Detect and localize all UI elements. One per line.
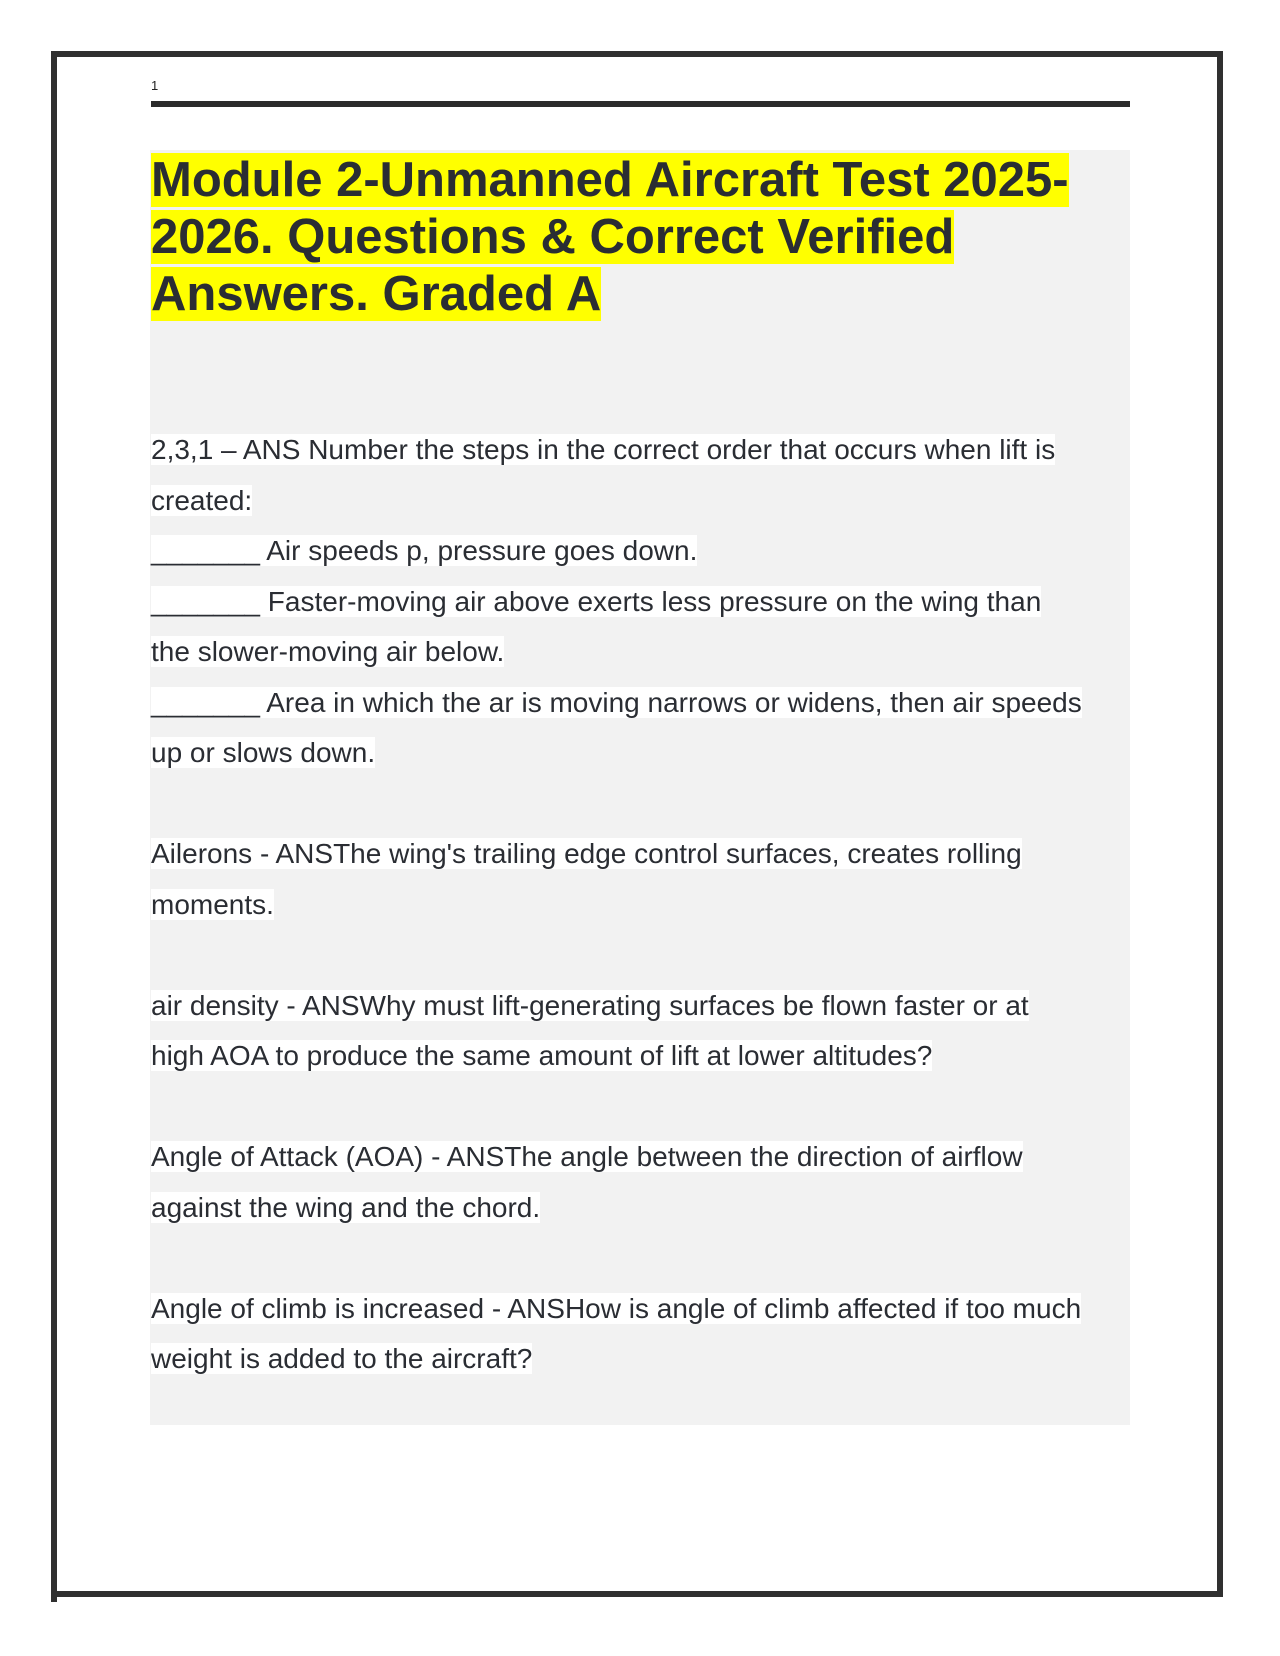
entry-line: _______ Area in which the ar is moving narrows or widens, then air speeds <box>151 686 1082 718</box>
entry-line: against the wing and the chord. <box>151 1191 541 1223</box>
entry-line: created: <box>151 484 253 516</box>
page-border-corner <box>51 1596 57 1602</box>
qa-entry <box>151 1132 1136 1233</box>
qa-entry <box>151 425 1136 779</box>
entry-line: Angle of climb is increased - ANSHow is angle of climb affected if too much <box>151 1292 1082 1324</box>
qa-entry <box>151 981 1136 1082</box>
title-line: Answers. Graded A <box>151 267 602 321</box>
entry-line: weight is added to the aircraft? <box>151 1343 533 1374</box>
title-line: 2026. Questions & Correct Verified <box>151 210 955 264</box>
page-number: 1 <box>151 78 159 93</box>
entry-line: up or slows down. <box>151 737 376 768</box>
entry-line: _______ Faster-moving air above exerts less pressure on the wing than <box>151 585 1042 617</box>
entry-line: _______ Air speeds p, pressure goes down. <box>151 535 698 566</box>
document-title <box>151 152 1111 323</box>
entry-line: the slower-moving air below. <box>151 636 505 667</box>
qa-list <box>151 425 1136 1385</box>
entry-line: Angle of Attack (AOA) - ANSThe angle between the direction of airflow <box>151 1141 1023 1172</box>
entry-line: 2,3,1 – ANS Number the steps in the correct order that occurs when lift is <box>151 434 1056 465</box>
title-line: Module 2-Unmanned Aircraft Test 2025- <box>151 153 1069 207</box>
entry-spacer <box>151 779 1136 830</box>
entry-spacer <box>151 930 1136 981</box>
entry-line: high AOA to produce the same amount of lift at lower altitudes? <box>151 1040 933 1071</box>
entry-spacer <box>151 1082 1136 1133</box>
entry-line: Ailerons - ANSThe wing's trailing edge control surfaces, creates rolling <box>151 838 1022 869</box>
entry-line: air density - ANSWhy must lift-generating surfaces be flown faster or at <box>151 989 1029 1021</box>
qa-entry <box>151 829 1136 930</box>
header-rule <box>151 101 1130 107</box>
entry-line: moments. <box>151 888 274 920</box>
entry-spacer <box>151 1233 1136 1284</box>
qa-entry <box>151 1284 1136 1385</box>
